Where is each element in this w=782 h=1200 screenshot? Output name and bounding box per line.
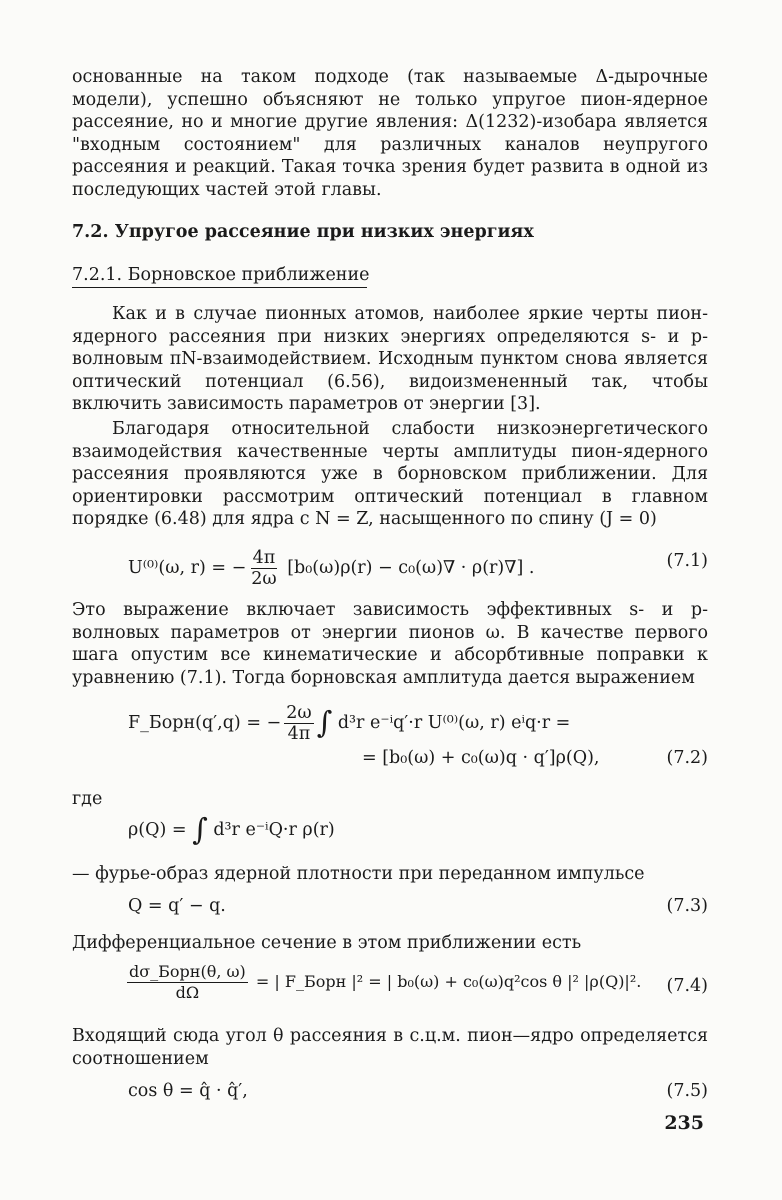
subsection-heading: 7.2.1. Борновское приближение (72, 265, 370, 285)
subsection-underline (72, 287, 367, 288)
paragraph-angle: Входящий сюда угол θ рассеяния в с.ц.м. пион—ядро определяется соотношением (72, 1026, 708, 1069)
equation-7-2-line2: = [b₀(ω) + c₀(ω)q · q′]ρ(Q), (362, 748, 600, 768)
page-number: 235 (664, 1112, 704, 1134)
section-heading: 7.2. Упругое рассеяние при низких энергиях (72, 222, 534, 242)
equation-number-7-4: (7.4) (666, 976, 708, 996)
integral-sign: ∫ (192, 812, 208, 848)
equation-7-1: U⁽⁰⁾(ω, r) = − $\frac{4\pi}{2\omega}$ [b₀(ω)ρ(r) − c₀(ω)∇ · ρ(r)∇] . (128, 548, 535, 589)
equation-number-7-3: (7.3) (666, 896, 708, 916)
equation-7-4: $\frac{\text{dσ\_Борн(θ, ω)}}{d\Omega}$ = | F_Борн |² = | b₀(ω) + c₀(ω)q²cos θ |² |ρ(Q)|². (129, 962, 642, 1002)
equation-7-5: cos θ = q̂ · q̂′, (128, 1081, 248, 1101)
equation-number-7-5: (7.5) (666, 1081, 708, 1101)
equation-7-2-line1: F_Борн(q′,q) = − $\frac{2\omega}{4\pi}$ ∫ d³r e⁻ⁱq′·r U⁽⁰⁾(ω, r) eⁱq·r = (128, 703, 571, 744)
paragraph-energy-dependence: Это выражение включает зависимость эффективных s- и p-волновых параметров от энергии пионов ω. В качестве первого шага опустим все кинематические и абсорбтивные поправки к уравнению (7.1). Тогда борновская амплитуда дается выражением (72, 600, 708, 688)
equation-number-7-2: (7.2) (666, 748, 708, 768)
equation-rho-q: ρ(Q) = ∫ d³r e⁻ⁱQ·r ρ(r) (128, 812, 335, 848)
equation-number-7-1: (7.1) (666, 551, 708, 571)
integral-sign: ∫ (316, 705, 333, 741)
paragraph-differential: Дифференциальное сечение в этом приближении есть (72, 933, 582, 953)
equation-7-3: Q = q′ − q. (128, 896, 226, 916)
paragraph-fourier: — фурье-образ ядерной плотности при переданном импульсе (72, 864, 645, 884)
paragraph-optical-potential: Как и в случае пионных атомов, наиболее яркие черты пион-ядерного рассеяния при низких энергиях определяются s- и p-волновым πN-взаимодействием. Исходным пунктом снова является оптический потенциал (6.56), видоизмененный так, чтобы включить зависимость параметров от энергии [3]. (72, 304, 708, 415)
paragraph-intro: основанные на таком подходе (так называемые Δ-дырочные модели), успешно объясняют не только упругое пион-ядерное рассеяние, но и многие другие явления: Δ(1232)-изобара является "входным состоянием" для различных каналов неупругого рассеяния и реакций. Такая точка зрения будет развита в одной из последующих частей этой главы. (72, 67, 708, 200)
where-text: где (72, 789, 103, 809)
paragraph-born-approx: Благодаря относительной слабости низкоэнергетического взаимодействия качественные черты амплитуды пион-ядерного рассеяния проявляются уже в борновском приближении. Для ориентировки рассмотрим оптический потенциал в главном порядке (6.48) для ядра с N = Z, насыщенного по спину (J = 0) (72, 419, 708, 530)
